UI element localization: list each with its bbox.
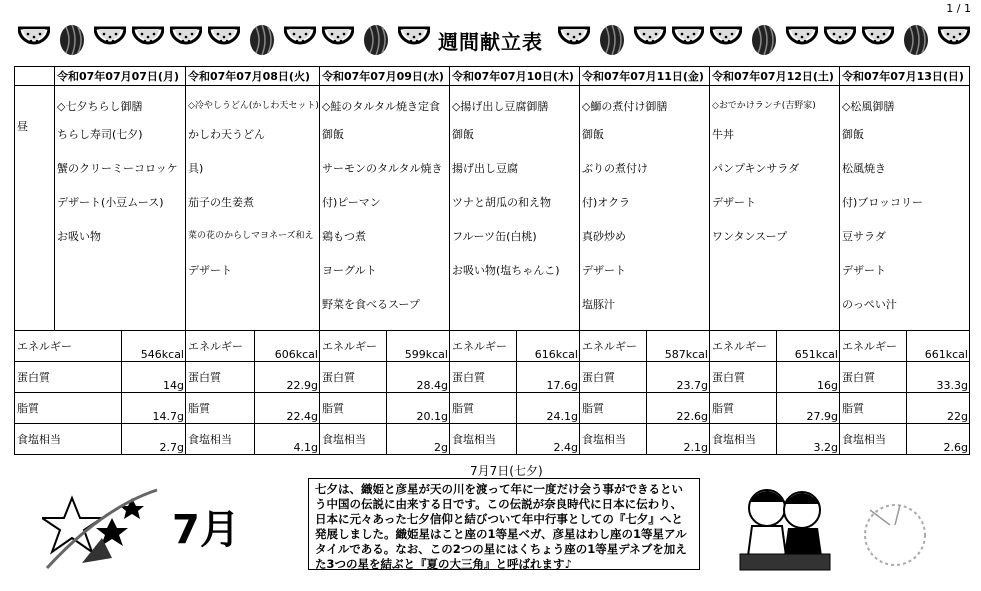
nutrient-label: エネルギー <box>449 331 516 362</box>
menu-item: 揚げ出し豆腐 <box>451 162 518 175</box>
nutrient-value-fat: 20.1g <box>386 393 449 424</box>
menu-item: 付)オクラ <box>581 196 631 209</box>
menu-item: ヨーグルト <box>321 264 377 277</box>
nutrient-label: 脂質 <box>839 393 906 424</box>
nutrient-value-fat: 22.6g <box>646 393 709 424</box>
menu-item: お吸い物 <box>57 230 101 243</box>
nutrient-value-salt: 2.4g <box>516 424 579 455</box>
nutrient-label: 蛋白質 <box>449 362 516 393</box>
nutrient-value-protein: 16g <box>776 362 839 393</box>
watermelon-icon <box>94 22 126 56</box>
watermelon-icon <box>246 22 278 56</box>
menu-item: お吸い物(塩ちゃんこ) <box>451 264 560 277</box>
nutrient-label: 蛋白質 <box>15 362 122 393</box>
menu-cell <box>709 86 839 331</box>
menu-item: 蟹のクリーミーコロッケ <box>57 162 178 175</box>
tanabata-couple-icon <box>722 470 842 575</box>
menu-item: 真砂炒め <box>581 230 626 243</box>
weekly-menu-table <box>14 66 970 455</box>
day-header: 令和07年07月13日(日) <box>839 67 969 86</box>
nutrient-label: エネルギー <box>15 331 122 362</box>
nutrient-value-salt: 3.2g <box>776 424 839 455</box>
menu-item: かしわ天うどん <box>188 128 265 141</box>
watermelon-icon <box>284 22 316 56</box>
nutrient-label: 脂質 <box>186 393 255 424</box>
nutrient-value-salt: 2.7g <box>122 424 186 455</box>
watermelon-icon <box>170 22 202 56</box>
nutrient-label: エネルギー <box>579 331 646 362</box>
nutrient-value-protein: 17.6g <box>516 362 579 393</box>
watermelon-icon <box>360 22 392 56</box>
watermelon-icon <box>634 22 666 56</box>
watermelon-icon <box>824 22 856 56</box>
day-header: 令和07年07月08日(火) <box>186 67 320 86</box>
nutrient-label: 脂質 <box>15 393 122 424</box>
nutrient-label: 食塩相当 <box>579 424 646 455</box>
watermelon-icon <box>672 22 704 56</box>
menu-cell <box>55 86 186 331</box>
nutrient-value-energy: 546kcal <box>122 331 186 362</box>
watermelon-icon <box>398 22 430 56</box>
watermelon-icon <box>322 22 354 56</box>
menu-item: 牛丼 <box>711 128 734 141</box>
menu-item: ◇鰤の煮付け御膳 <box>581 100 668 113</box>
menu-item: デザート <box>711 196 756 209</box>
nutrient-label: 食塩相当 <box>319 424 386 455</box>
nutrient-value-protein: 23.7g <box>646 362 709 393</box>
nutrient-label: 食塩相当 <box>709 424 776 455</box>
menu-item: 豆サラダ <box>841 230 886 243</box>
day-header: 令和07年07月07日(月) <box>55 67 186 86</box>
watermelon-icon <box>132 22 164 56</box>
nutrient-value-protein: 14g <box>122 362 186 393</box>
watermelon-icon <box>56 22 88 56</box>
nutrient-label: 脂質 <box>449 393 516 424</box>
menu-item: ◇冷やしうどん(かしわ天セット) <box>188 101 319 111</box>
nutrient-label: 脂質 <box>579 393 646 424</box>
corner-cell <box>15 67 55 86</box>
menu-item: 野菜を食べるスープ <box>321 298 420 311</box>
menu-item: 付)ブロッコリー <box>841 196 924 209</box>
nutrient-value-energy: 661kcal <box>906 331 969 362</box>
day-header: 令和07年07月11日(金) <box>579 67 709 86</box>
nutrient-value-protein: 22.9g <box>255 362 320 393</box>
header-banner <box>18 22 968 66</box>
tanabata-story: 七夕は、織姫と彦星が天の川を渡って年に一度だけ会う事ができるという中国の伝説に由来する日です。この伝説が奈良時代に日本に伝わり、日本に元々あった七夕信仰と結びついて年中行事としての『七夕』へと発展しました。織姫星はこと座の1等星ベガ、彦星はわし座の1等星アルタイルである。なお、この2つの星にはくちょう座の1等星デネブを加えた3つの星を結ぶと『夏の大三角』と呼ばれます♪ <box>308 478 700 570</box>
menu-cell <box>449 86 579 331</box>
watermelon-icon <box>208 22 240 56</box>
nutrient-value-energy: 651kcal <box>776 331 839 362</box>
nutrient-label: 脂質 <box>319 393 386 424</box>
nutrient-value-energy: 599kcal <box>386 331 449 362</box>
watermelon-icon <box>596 22 628 56</box>
nutrient-label: 食塩相当 <box>186 424 255 455</box>
nutrient-label: エネルギー <box>319 331 386 362</box>
watermelon-icon <box>862 22 894 56</box>
menu-item: パンプキンサラダ <box>711 162 800 175</box>
menu-item: 菜の花のからしマヨネーズ和え <box>188 231 314 241</box>
day-header: 令和07年07月10日(木) <box>449 67 579 86</box>
menu-cell <box>839 86 969 331</box>
day-header: 令和07年07月09日(水) <box>319 67 449 86</box>
menu-item: 御飯 <box>581 128 604 141</box>
menu-item: ◇鮭のタルタル焼き定食 <box>321 100 440 113</box>
month-label: 7月 <box>172 507 240 553</box>
watermelon-icon <box>710 22 742 56</box>
menu-item: 御飯 <box>451 128 474 141</box>
nutrient-label: 脂質 <box>709 393 776 424</box>
nutrient-value-fat: 27.9g <box>776 393 839 424</box>
menu-item: 茄子の生姜煮 <box>188 196 254 209</box>
nutrient-value-energy: 616kcal <box>516 331 579 362</box>
menu-item: 松風焼き <box>841 162 886 175</box>
meal-label <box>15 86 55 331</box>
nutrient-label: 蛋白質 <box>839 362 906 393</box>
nutrient-label: エネルギー <box>839 331 906 362</box>
nutrient-value-fat: 24.1g <box>516 393 579 424</box>
watermelon-icon <box>938 22 970 56</box>
menu-item: ちらし寿司(七夕) <box>57 128 143 141</box>
menu-item: デザート(小豆ムース) <box>57 196 164 209</box>
day-header: 令和07年07月12日(土) <box>709 67 839 86</box>
menu-item: ◇七夕ちらし御膳 <box>57 100 143 113</box>
nutrient-label: エネルギー <box>186 331 255 362</box>
page-number: 1 / 1 <box>946 2 971 15</box>
star-decoration-icon <box>42 478 162 573</box>
watermelon-icon <box>900 22 932 56</box>
menu-item: デザート <box>841 264 886 277</box>
menu-item: フルーツ缶(白桃) <box>451 230 537 243</box>
nutrient-value-protein: 28.4g <box>386 362 449 393</box>
menu-item: 御飯 <box>841 128 864 141</box>
menu-item: ツナと胡瓜の和え物 <box>451 196 551 209</box>
menu-item: デザート <box>188 264 232 277</box>
meal-label-text: 昼 <box>17 120 28 133</box>
caption: 7月7日(七夕) <box>470 464 543 478</box>
nutrient-value-energy: 606kcal <box>255 331 320 362</box>
watermelon-icon <box>786 22 818 56</box>
menu-item: ワンタンスープ <box>711 230 788 243</box>
menu-item: ◇松風御膳 <box>841 100 895 113</box>
watermelon-icon <box>558 22 590 56</box>
nutrient-value-fat: 14.7g <box>122 393 186 424</box>
menu-item: のっぺい汁 <box>841 298 897 311</box>
nutrient-value-salt: 4.1g <box>255 424 320 455</box>
menu-cell <box>319 86 449 331</box>
nutrient-value-salt: 2.1g <box>646 424 709 455</box>
nutrient-label: 食塩相当 <box>15 424 122 455</box>
nutrient-label: 蛋白質 <box>186 362 255 393</box>
nutrient-label: 蛋白質 <box>709 362 776 393</box>
menu-item: デザート <box>581 264 626 277</box>
nutrient-label: 食塩相当 <box>839 424 906 455</box>
menu-cell <box>579 86 709 331</box>
wreath-decoration-icon <box>855 500 935 570</box>
menu-item: 鶏もつ煮 <box>321 230 366 243</box>
nutrient-label: 蛋白質 <box>579 362 646 393</box>
nutrient-label: エネルギー <box>709 331 776 362</box>
nutrient-value-energy: 587kcal <box>646 331 709 362</box>
menu-item: サーモンのタルタル焼き <box>321 162 443 175</box>
nutrient-value-fat: 22g <box>906 393 969 424</box>
menu-item: 塩豚汁 <box>581 298 615 311</box>
menu-cell <box>186 86 320 331</box>
nutrient-label: 蛋白質 <box>319 362 386 393</box>
menu-item: ◇おでかけランチ(吉野家) <box>711 101 816 111</box>
menu-item: 御飯 <box>321 128 344 141</box>
menu-item: ぶりの煮付け <box>581 162 648 175</box>
watermelon-icon <box>748 22 780 56</box>
nutrient-value-fat: 22.4g <box>255 393 320 424</box>
menu-item: 具) <box>188 162 204 175</box>
menu-item: 付)ピーマン <box>321 196 381 209</box>
nutrient-value-salt: 2g <box>386 424 449 455</box>
page-title: 週間献立表 <box>438 30 543 54</box>
nutrient-value-protein: 33.3g <box>906 362 969 393</box>
nutrient-label: 食塩相当 <box>449 424 516 455</box>
menu-item: ◇揚げ出し豆腐御膳 <box>451 100 549 113</box>
nutrient-value-salt: 2.6g <box>906 424 969 455</box>
watermelon-icon <box>18 22 50 56</box>
